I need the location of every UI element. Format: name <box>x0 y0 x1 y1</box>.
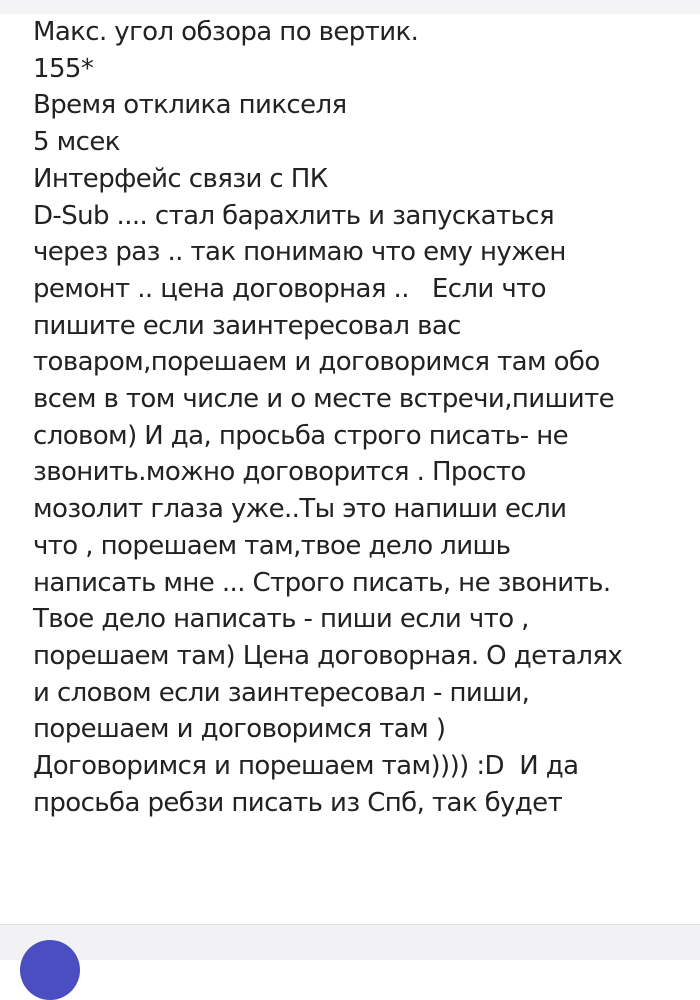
message-line: ремонт .. цена договорная .. Если что <box>33 273 546 304</box>
message-line: и словом если заинтересовал - пиши, <box>33 677 530 708</box>
message-line: Договоримся и порешаем там)))) :D И да <box>33 751 579 782</box>
message-line: порешаем и договоримся там ) <box>33 714 446 745</box>
message-line: порешаем там) Цена договорная. О деталях <box>33 640 623 671</box>
message-line: товаром,порешаем и договоримся там обо <box>33 347 600 378</box>
message-line: 155* <box>33 53 94 84</box>
message-line: пишите если заинтересовал вас <box>33 310 461 341</box>
message-line: звонить.можно договорится . Просто <box>33 457 526 488</box>
message-line: просьба ребзи писать из Спб, так будет <box>33 787 563 818</box>
message-line: Интерфейс связи с ПК <box>33 163 328 194</box>
message-line: Макс. угол обзора по вертик. <box>33 17 419 47</box>
message-line: словом) И да, просьба строго писать- не <box>33 420 569 451</box>
message-line: через раз .. так понимаю что ему нужен <box>33 237 566 268</box>
message-line: что , порешаем там,твое дело лишь <box>33 530 511 561</box>
message-line: написать мне ... Строго писать, не звонить. <box>33 567 611 598</box>
message-line: Время отклика пикселя <box>33 90 347 121</box>
top-status-strip <box>0 0 700 14</box>
message-line: D-Sub .... стал барахлить и запускаться <box>33 200 555 231</box>
message-line: 5 мсек <box>33 127 120 158</box>
message-line: мозолит глаза уже..Ты это напиши если <box>33 494 567 525</box>
message-line: Твое дело написать - пиши если что , <box>33 604 529 635</box>
message-text <box>33 14 673 821</box>
message-line: всем в том числе и о месте встречи,пишите <box>33 384 615 415</box>
avatar[interactable] <box>20 940 80 1000</box>
bottom-bar <box>0 924 700 960</box>
